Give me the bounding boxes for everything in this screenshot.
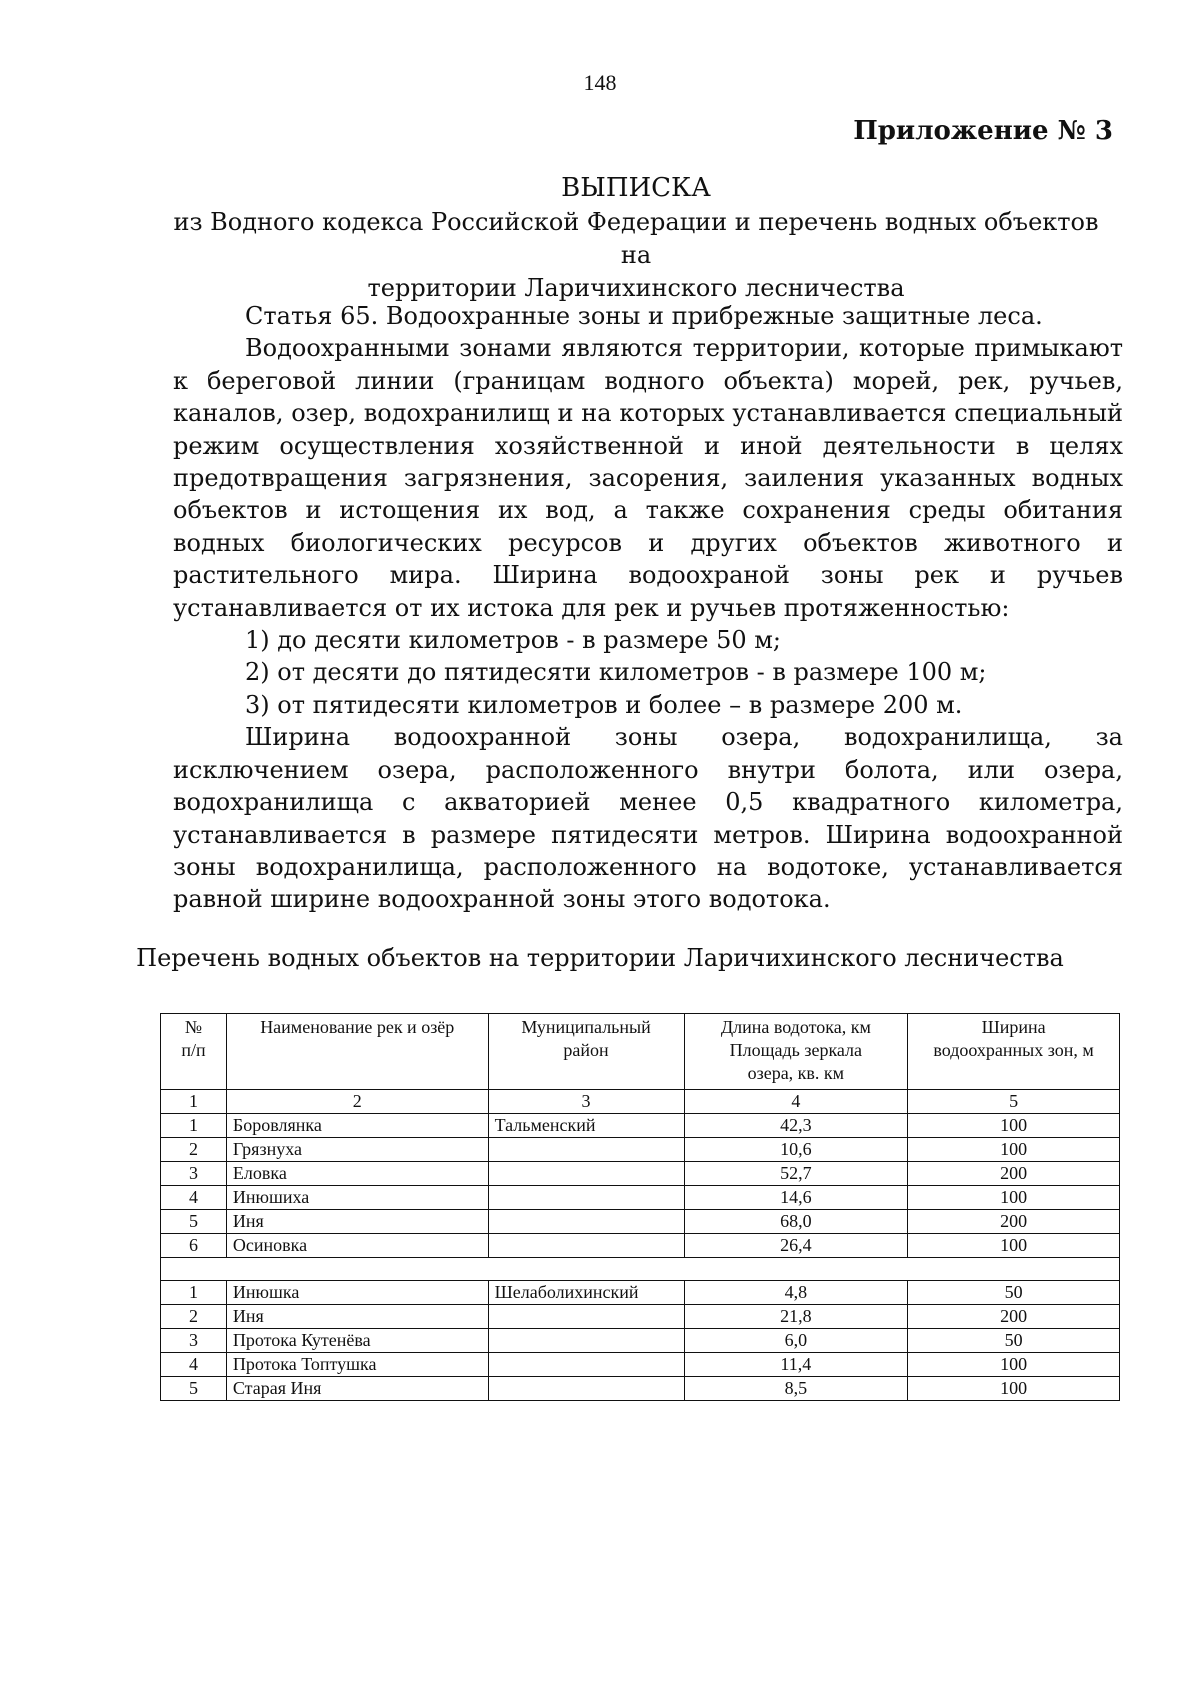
cell-zone-width: 200 bbox=[908, 1162, 1120, 1186]
table-row bbox=[161, 1234, 1120, 1258]
table-row bbox=[161, 1377, 1120, 1401]
cell-zone-width: 100 bbox=[908, 1353, 1120, 1377]
cell-length: 21,8 bbox=[684, 1305, 908, 1329]
col-number-4: 4 bbox=[684, 1090, 908, 1114]
cell-district: Шелаболихинский bbox=[488, 1281, 684, 1305]
cell-number: 2 bbox=[161, 1305, 227, 1329]
appendix-label: Приложение № 3 bbox=[853, 116, 1113, 146]
cell-number: 5 bbox=[161, 1210, 227, 1234]
list-item-2: 2) от десяти до пятидесяти километров - в размере 100 м; bbox=[245, 658, 987, 687]
cell-length: 26,4 bbox=[684, 1234, 908, 1258]
cell-zone-width: 100 bbox=[908, 1377, 1120, 1401]
table-header-row bbox=[161, 1014, 1120, 1090]
table-row bbox=[161, 1281, 1120, 1305]
article-paragraph-2: Ширина водоохранной зоны озера, водохранилища, за исключением озера, расположенного внутри болота, или озера, водохранилища с акваторией менее 0,5 квадратного километра, устанавливается в размере пятидесяти метров. Ширина водоохранной зоны водохранилища, расположенного на водотоке, устанавливается равной ширине водоохранной зоны этого водотока. bbox=[173, 723, 1123, 914]
cell-length: 11,4 bbox=[684, 1353, 908, 1377]
cell-name: Инюшка bbox=[226, 1281, 488, 1305]
table-row bbox=[161, 1353, 1120, 1377]
table-row bbox=[161, 1114, 1120, 1138]
cell-district bbox=[488, 1138, 684, 1162]
water-objects-table bbox=[160, 1013, 1120, 1401]
cell-number: 5 bbox=[161, 1377, 227, 1401]
cell-zone-width: 50 bbox=[908, 1281, 1120, 1305]
header-district: Муниципальный район bbox=[488, 1014, 684, 1090]
cell-number: 1 bbox=[161, 1281, 227, 1305]
cell-district bbox=[488, 1305, 684, 1329]
cell-length: 14,6 bbox=[684, 1186, 908, 1210]
cell-district: Тальменский bbox=[488, 1114, 684, 1138]
cell-number: 6 bbox=[161, 1234, 227, 1258]
cell-district bbox=[488, 1234, 684, 1258]
list-item-1: 1) до десяти километров - в размере 50 м; bbox=[245, 626, 782, 655]
header-length: Длина водотока, км Площадь зеркала озера, кв. км bbox=[684, 1014, 908, 1090]
col-number-3: 3 bbox=[488, 1090, 684, 1114]
cell-number: 3 bbox=[161, 1162, 227, 1186]
header-zone-width: Ширина водоохранных зон, м bbox=[908, 1014, 1120, 1090]
cell-name: Протока Топтушка bbox=[226, 1353, 488, 1377]
article-paragraph-1: Водоохранными зонами являются территории, которые примыкают к береговой линии (границам водного объекта) морей, рек, ручьев, каналов, озер, водохранилищ и на которых устанавливается специальный режим осуществления хозяйственной и иной деятельности в целях предотвращения загрязнения, засорения, заиления указанных водных объектов и истощения их вод, а также сохранения среды обитания водных биологических ресурсов и других объектов животного и растительного мира. Ширина водоохраной зоны рек и ручьев устанавливается от их истока для рек и ручьев протяженностью: bbox=[173, 334, 1123, 622]
column-numbers-row bbox=[161, 1090, 1120, 1114]
cell-length: 8,5 bbox=[684, 1377, 908, 1401]
table-row bbox=[161, 1329, 1120, 1353]
cell-zone-width: 50 bbox=[908, 1329, 1120, 1353]
col-number-1: 1 bbox=[161, 1090, 227, 1114]
cell-zone-width: 100 bbox=[908, 1186, 1120, 1210]
table-row bbox=[161, 1162, 1120, 1186]
cell-length: 52,7 bbox=[684, 1162, 908, 1186]
cell-length: 6,0 bbox=[684, 1329, 908, 1353]
col-number-5: 5 bbox=[908, 1090, 1120, 1114]
cell-zone-width: 100 bbox=[908, 1114, 1120, 1138]
cell-number: 4 bbox=[161, 1186, 227, 1210]
cell-district bbox=[488, 1329, 684, 1353]
cell-number: 4 bbox=[161, 1353, 227, 1377]
empty-separator-cell bbox=[161, 1258, 1120, 1281]
cell-name: Старая Иня bbox=[226, 1377, 488, 1401]
cell-district bbox=[488, 1162, 684, 1186]
article-heading: Статья 65. Водоохранные зоны и прибрежные защитные леса. bbox=[245, 302, 1043, 330]
title-main: ВЫПИСКА bbox=[561, 173, 711, 203]
cell-name: Протока Кутенёва bbox=[226, 1329, 488, 1353]
table-group-separator bbox=[161, 1258, 1120, 1281]
cell-length: 4,8 bbox=[684, 1281, 908, 1305]
title-line-2: из Водного кодекса Российской Федерации и перечень водных объектов на bbox=[173, 208, 1099, 269]
header-name: Наименование рек и озёр bbox=[226, 1014, 488, 1090]
cell-length: 10,6 bbox=[684, 1138, 908, 1162]
cell-length: 42,3 bbox=[684, 1114, 908, 1138]
table-row bbox=[161, 1210, 1120, 1234]
cell-name: Иня bbox=[226, 1305, 488, 1329]
table-row bbox=[161, 1305, 1120, 1329]
cell-number: 3 bbox=[161, 1329, 227, 1353]
cell-number: 2 bbox=[161, 1138, 227, 1162]
cell-name: Иня bbox=[226, 1210, 488, 1234]
cell-district bbox=[488, 1353, 684, 1377]
title-line-3: территории Ларичихинского лесничества bbox=[367, 274, 905, 302]
cell-name: Инюшиха bbox=[226, 1186, 488, 1210]
cell-name: Грязнуха bbox=[226, 1138, 488, 1162]
header-number: № п/п bbox=[161, 1014, 227, 1090]
cell-length: 68,0 bbox=[684, 1210, 908, 1234]
cell-zone-width: 100 bbox=[908, 1234, 1120, 1258]
table-row bbox=[161, 1138, 1120, 1162]
col-number-2: 2 bbox=[226, 1090, 488, 1114]
cell-name: Осиновка bbox=[226, 1234, 488, 1258]
list-item-3: 3) от пятидесяти километров и более – в размере 200 м. bbox=[245, 690, 963, 719]
cell-zone-width: 100 bbox=[908, 1138, 1120, 1162]
cell-zone-width: 200 bbox=[908, 1305, 1120, 1329]
page-number: 148 bbox=[583, 70, 617, 95]
cell-name: Боровлянка bbox=[226, 1114, 488, 1138]
document-title bbox=[160, 170, 1112, 305]
table-title: Перечень водных объектов на территории Ларичихинского лесничества bbox=[136, 944, 1064, 972]
table-row bbox=[161, 1186, 1120, 1210]
cell-zone-width: 200 bbox=[908, 1210, 1120, 1234]
cell-district bbox=[488, 1186, 684, 1210]
cell-district bbox=[488, 1377, 684, 1401]
cell-number: 1 bbox=[161, 1114, 227, 1138]
article-65 bbox=[173, 300, 1123, 916]
cell-name: Еловка bbox=[226, 1162, 488, 1186]
cell-district bbox=[488, 1210, 684, 1234]
